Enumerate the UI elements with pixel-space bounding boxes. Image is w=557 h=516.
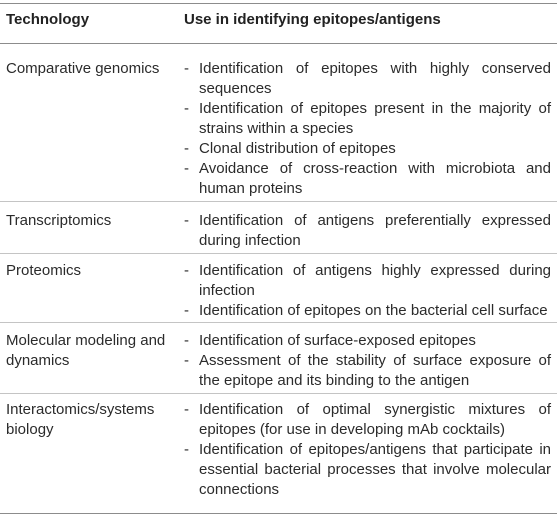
row-technology-molecular-modeling: Molecular modeling and dynamics	[6, 332, 166, 369]
dash-bullet: -	[184, 401, 189, 418]
row-divider	[0, 201, 557, 202]
dash-bullet: -	[184, 352, 189, 369]
list-item: - Identification of antigens highly expressed during infection	[184, 262, 551, 299]
row-divider	[0, 253, 557, 254]
row-uses-transcriptomics	[184, 211, 551, 251]
row-technology-comparative-genomics: Comparative genomics	[6, 60, 160, 77]
dash-bullet: -	[184, 441, 189, 458]
row-technology-interactomics: Interactomics/systems biology	[6, 401, 155, 438]
list-item: - Identification of epitopes/antigens that participate in essential bacterial processes that involve molecular connections	[184, 441, 551, 498]
table-top-rule	[0, 3, 557, 4]
row-divider	[0, 322, 557, 323]
list-item: - Identification of antigens preferentially expressed during infection	[184, 212, 551, 249]
dash-bullet: -	[184, 262, 189, 279]
row-technology-proteomics: Proteomics	[6, 262, 82, 279]
dash-bullet: -	[184, 100, 189, 117]
row-uses-comparative-genomics	[184, 59, 551, 199]
list-item: - Identification of epitopes on the bacterial cell surface	[184, 302, 548, 319]
row-uses-molecular-modeling	[184, 331, 551, 391]
list-item: - Identification of epitopes with highly conserved sequences	[184, 60, 551, 97]
list-item: - Assessment of the stability of surface exposure of the epitope and its binding to the antigen	[184, 352, 551, 389]
list-item: - Avoidance of cross-reaction with microbiota and human proteins	[184, 160, 551, 197]
header-rule	[0, 43, 557, 44]
list-item: - Clonal distribution of epitopes	[184, 140, 396, 157]
dash-bullet: -	[184, 60, 189, 77]
dash-bullet: -	[184, 140, 189, 157]
dash-bullet: -	[184, 212, 189, 229]
dash-bullet: -	[184, 332, 189, 349]
list-item: - Identification of optimal synergistic mixtures of epitopes (for use in developing mAb cocktails)	[184, 401, 551, 438]
row-uses-proteomics	[184, 261, 551, 321]
dash-bullet: -	[184, 302, 189, 319]
header-technology: Technology	[6, 11, 90, 28]
dash-bullet: -	[184, 160, 189, 177]
row-technology-transcriptomics: Transcriptomics	[6, 212, 112, 229]
row-uses-interactomics	[184, 400, 551, 500]
row-divider	[0, 393, 557, 394]
table-bottom-rule	[0, 513, 557, 514]
list-item: - Identification of surface-exposed epitopes	[184, 332, 476, 349]
list-item: - Identification of epitopes present in the majority of strains within a species	[184, 100, 551, 137]
header-use: Use in identifying epitopes/antigens	[184, 11, 441, 28]
